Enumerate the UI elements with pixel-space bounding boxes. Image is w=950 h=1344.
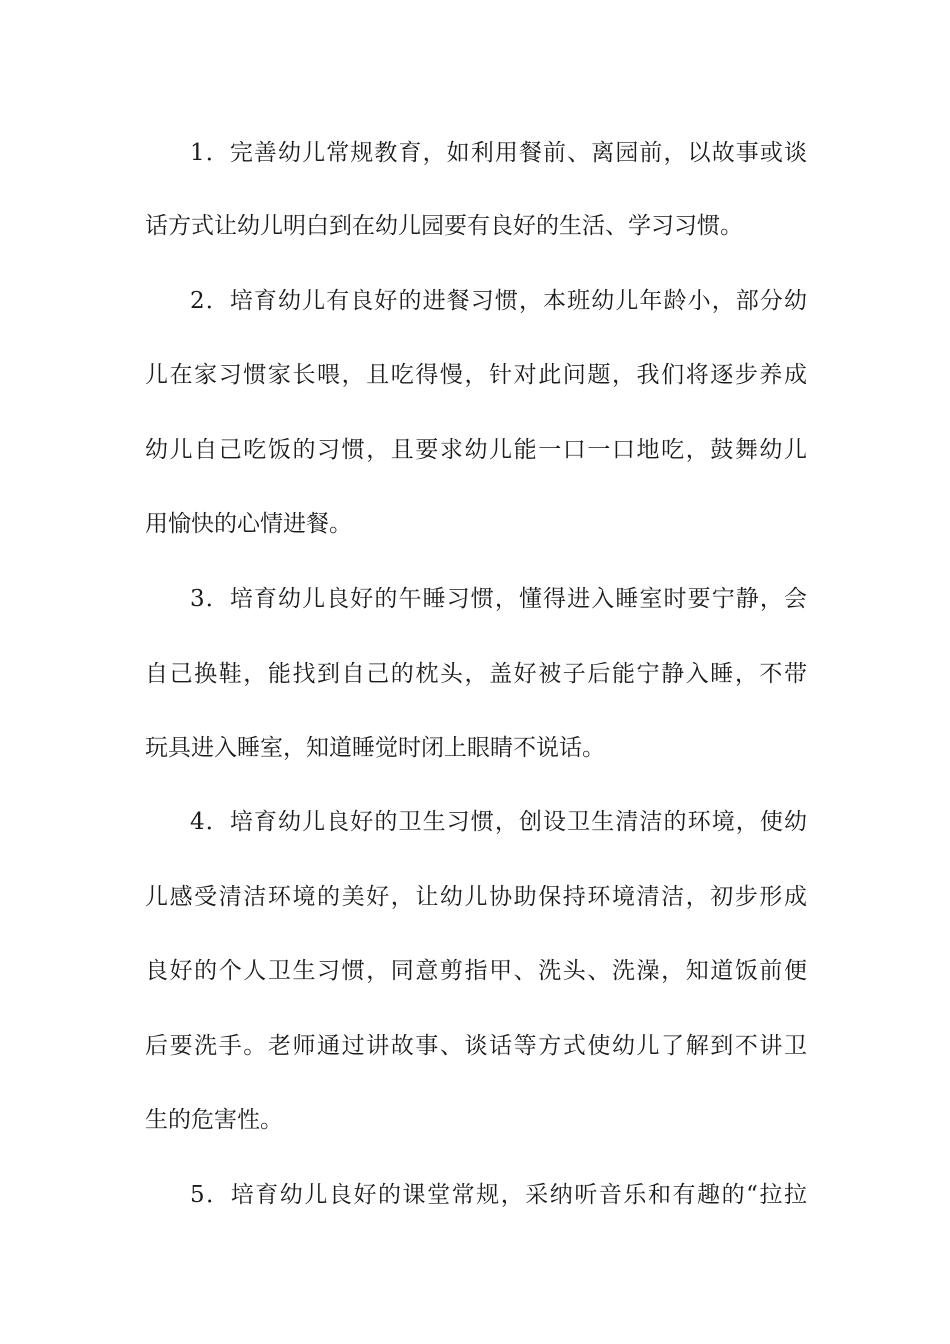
paragraph-4-line-1: 4．培育幼儿良好的卫生习惯，创设卫生清洁的环境，使幼 bbox=[190, 809, 807, 835]
paragraph-4-line-3: 良好的个人卫生习惯，同意剪指甲、洗头、洗澡，知道饭前便 bbox=[145, 958, 807, 984]
paragraph-2-line-2: 儿在家习惯家长喂，且吃得慢，针对此问题，我们将逐步养成 bbox=[145, 362, 807, 388]
paragraph-5-line-1: 5．培育幼儿良好的课堂常规，采纳听音乐和有趣的“拉拉 bbox=[190, 1182, 807, 1208]
paragraph-1-line-1: 1．完善幼儿常规教育，如利用餐前、离园前，以故事或谈 bbox=[190, 140, 807, 166]
paragraph-2-line-1: 2．培育幼儿有良好的进餐习惯，本班幼儿年龄小，部分幼 bbox=[190, 288, 807, 314]
paragraph-3-line-2: 自己换鞋，能找到自己的枕头，盖好被子后能宁静入睡，不带 bbox=[145, 661, 807, 687]
paragraph-1-line-2: 话方式让幼儿明白到在幼儿园要有良好的生活、学习习惯。 bbox=[145, 213, 743, 239]
paragraph-3-line-3: 玩具进入睡室，知道睡觉时闭上眼睛不说话。 bbox=[145, 735, 605, 761]
paragraph-4-line-5: 生的危害性。 bbox=[145, 1107, 283, 1133]
paragraph-3-line-1: 3．培育幼儿良好的午睡习惯，懂得进入睡室时要宁静，会 bbox=[190, 586, 807, 612]
paragraph-4-line-2: 儿感受清洁环境的美好，让幼儿协助保持环境清洁，初步形成 bbox=[145, 884, 807, 910]
paragraph-2-line-4: 用愉快的心情进餐。 bbox=[145, 511, 352, 537]
paragraph-4-line-4: 后要洗手。老师通过讲故事、谈话等方式使幼儿了解到不讲卫 bbox=[145, 1033, 807, 1059]
paragraph-2-line-3: 幼儿自己吃饭的习惯，且要求幼儿能一口一口地吃，鼓舞幼儿 bbox=[145, 437, 807, 463]
